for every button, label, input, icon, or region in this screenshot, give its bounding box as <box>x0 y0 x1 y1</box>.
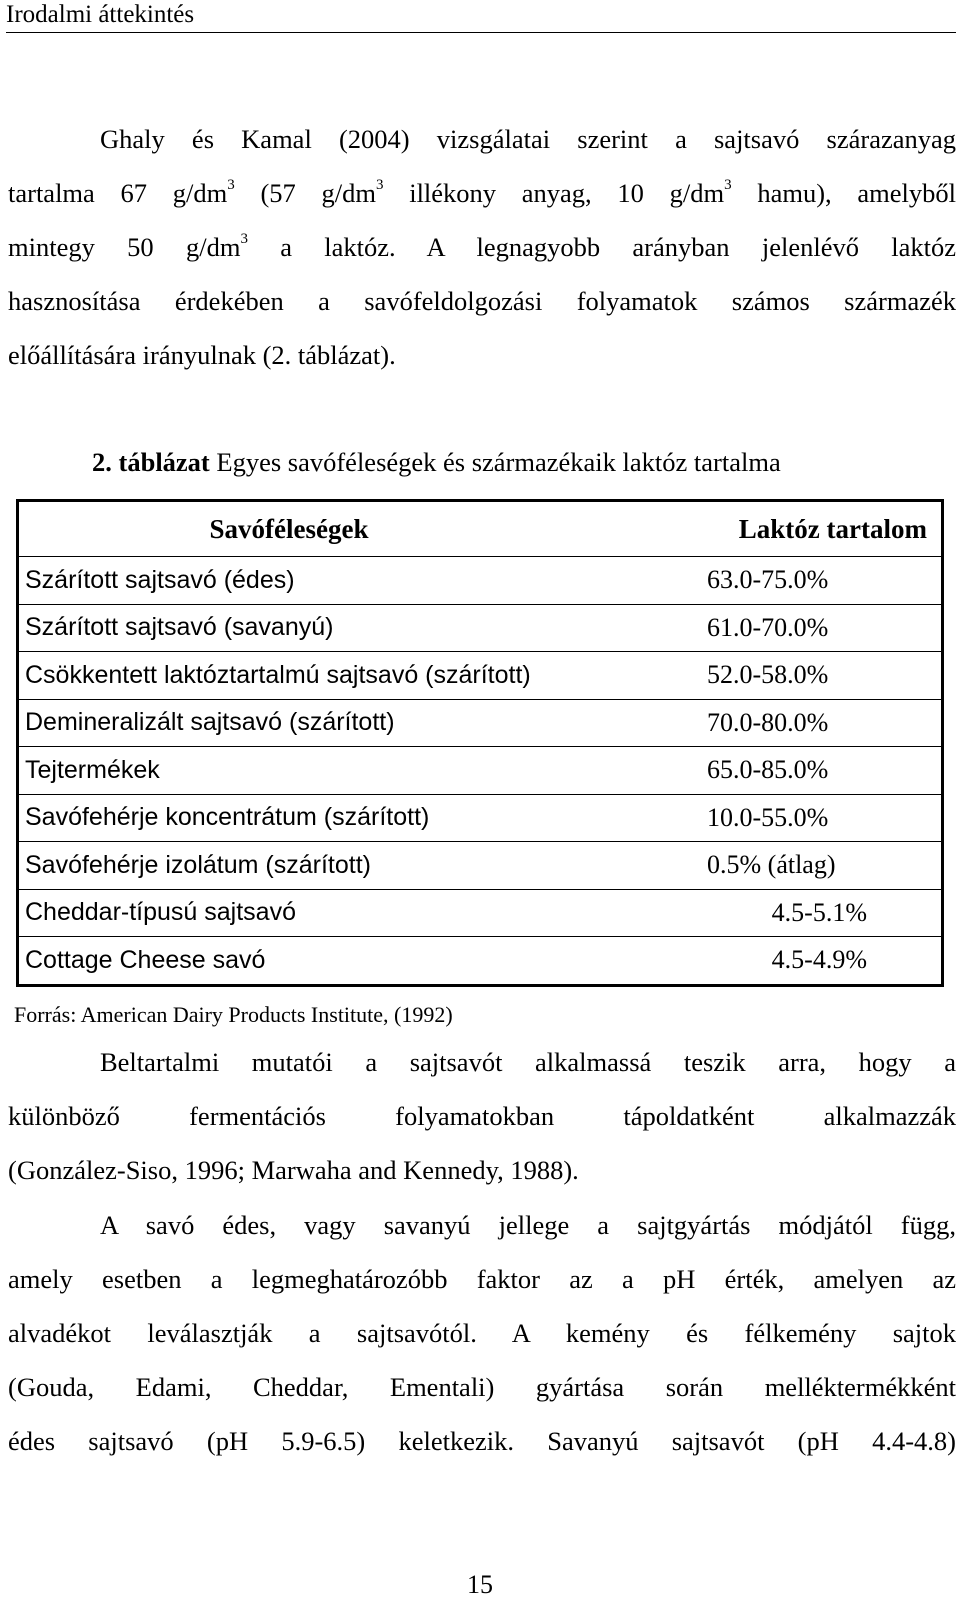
table-row <box>18 652 943 700</box>
paragraph-line: különböző fermentációs folyamatokban tápoldatként alkalmazzák <box>8 1101 956 1131</box>
table-row <box>18 604 943 652</box>
paragraph-lactose-content <box>8 112 956 382</box>
paragraph-line: alvadékot leválasztják a sajtsavótól. A kemény és félkemény sajtok <box>8 1318 956 1348</box>
table-cell-value: 4.5-4.9% <box>559 937 943 986</box>
table-row <box>18 842 943 890</box>
table-cell-value: 52.0-58.0% <box>559 652 943 700</box>
column-header-lactose-content: Laktóz tartalom <box>559 501 943 557</box>
paragraph-line: (González-Siso, 1996; Marwaha and Kennedy, 1988). <box>8 1155 579 1185</box>
table-cell-value: 63.0-75.0% <box>559 557 943 605</box>
table-cell-name: Szárított sajtsavó (savanyú) <box>18 604 560 652</box>
table-cell-name: Cheddar-típusú sajtsavó <box>18 889 560 937</box>
table-cell-value: 65.0-85.0% <box>559 747 943 795</box>
table-source: Forrás: American Dairy Products Institute, (1992) <box>14 1002 453 1027</box>
paragraph-fermentation <box>8 1035 956 1197</box>
paragraph-line: tartalma 67 $g/dm^3$ (57 $g/dm^3$ illékony anyag, 10 $g/dm^3$ hamu), amelyből <box>8 177 956 208</box>
table-cell-value: 4.5-5.1% <box>559 889 943 937</box>
table-cell-name: Csökkentett laktóztartalmú sajtsavó (szárított) <box>18 652 560 700</box>
table-cell-name: Cottage Cheese savó <box>18 937 560 986</box>
table-row <box>18 889 943 937</box>
paragraph-line: előállítására irányulnak (2. táblázat). <box>8 340 396 370</box>
paragraph-line: édes sajtsavó (pH 5.9-6.5) keletkezik. Savanyú sajtsavót (pH 4.4-4.8) <box>8 1426 956 1456</box>
table-row <box>18 557 943 605</box>
paragraph-line: Beltartalmi mutatói a sajtsavót alkalmassá teszik arra, hogy a <box>100 1047 956 1077</box>
paragraph-line: Ghaly és Kamal (2004) vizsgálatai szerint a sajtsavó szárazanyag <box>100 124 956 154</box>
table-row <box>18 937 943 986</box>
table-row <box>18 747 943 795</box>
column-header-whey-type: Savóféleségek <box>18 501 560 557</box>
table-cell-value: 61.0-70.0% <box>559 604 943 652</box>
running-header: Irodalmi áttekintés <box>6 0 956 33</box>
table-caption-text: Egyes savóféleségek és származékaik laktóz tartalma <box>209 447 781 477</box>
table-cell-name: Tejtermékek <box>18 747 560 795</box>
table-row <box>18 794 943 842</box>
table-caption-label: 2. táblázat <box>92 447 210 477</box>
table-header-row <box>18 501 943 557</box>
table-row <box>18 699 943 747</box>
paragraph-line: A savó édes, vagy savanyú jellege a sajtgyártás módjától függ, <box>100 1210 956 1240</box>
table-cell-name: Savófehérje izolátum (szárított) <box>18 842 560 890</box>
table-cell-value: 10.0-55.0% <box>559 794 943 842</box>
table-cell-value: 0.5% (átlag) <box>559 842 943 890</box>
table-cell-value: 70.0-80.0% <box>559 699 943 747</box>
paragraph-line: hasznosítása érdekében a savófeldolgozási folyamatok számos származék <box>8 286 956 316</box>
table-cell-name: Savófehérje koncentrátum (szárított) <box>18 794 560 842</box>
table-cell-name: Demineralizált sajtsavó (szárított) <box>18 699 560 747</box>
paragraph-line: amely esetben a legmeghatározóbb faktor az a pH érték, amelyen az <box>8 1264 956 1294</box>
paragraph-line: (Gouda, Edami, Cheddar, Ementali) gyártása során melléktermékként <box>8 1372 956 1402</box>
page-number: 15 <box>467 1570 493 1599</box>
lactose-table <box>16 499 944 987</box>
table-caption <box>92 446 781 478</box>
paragraph-line: mintegy 50 $g/dm^3$ a laktóz. A legnagyobb arányban jelenlévő laktóz <box>8 231 957 262</box>
table-cell-name: Szárított sajtsavó (édes) <box>18 557 560 605</box>
paragraph-whey-type <box>8 1198 956 1468</box>
